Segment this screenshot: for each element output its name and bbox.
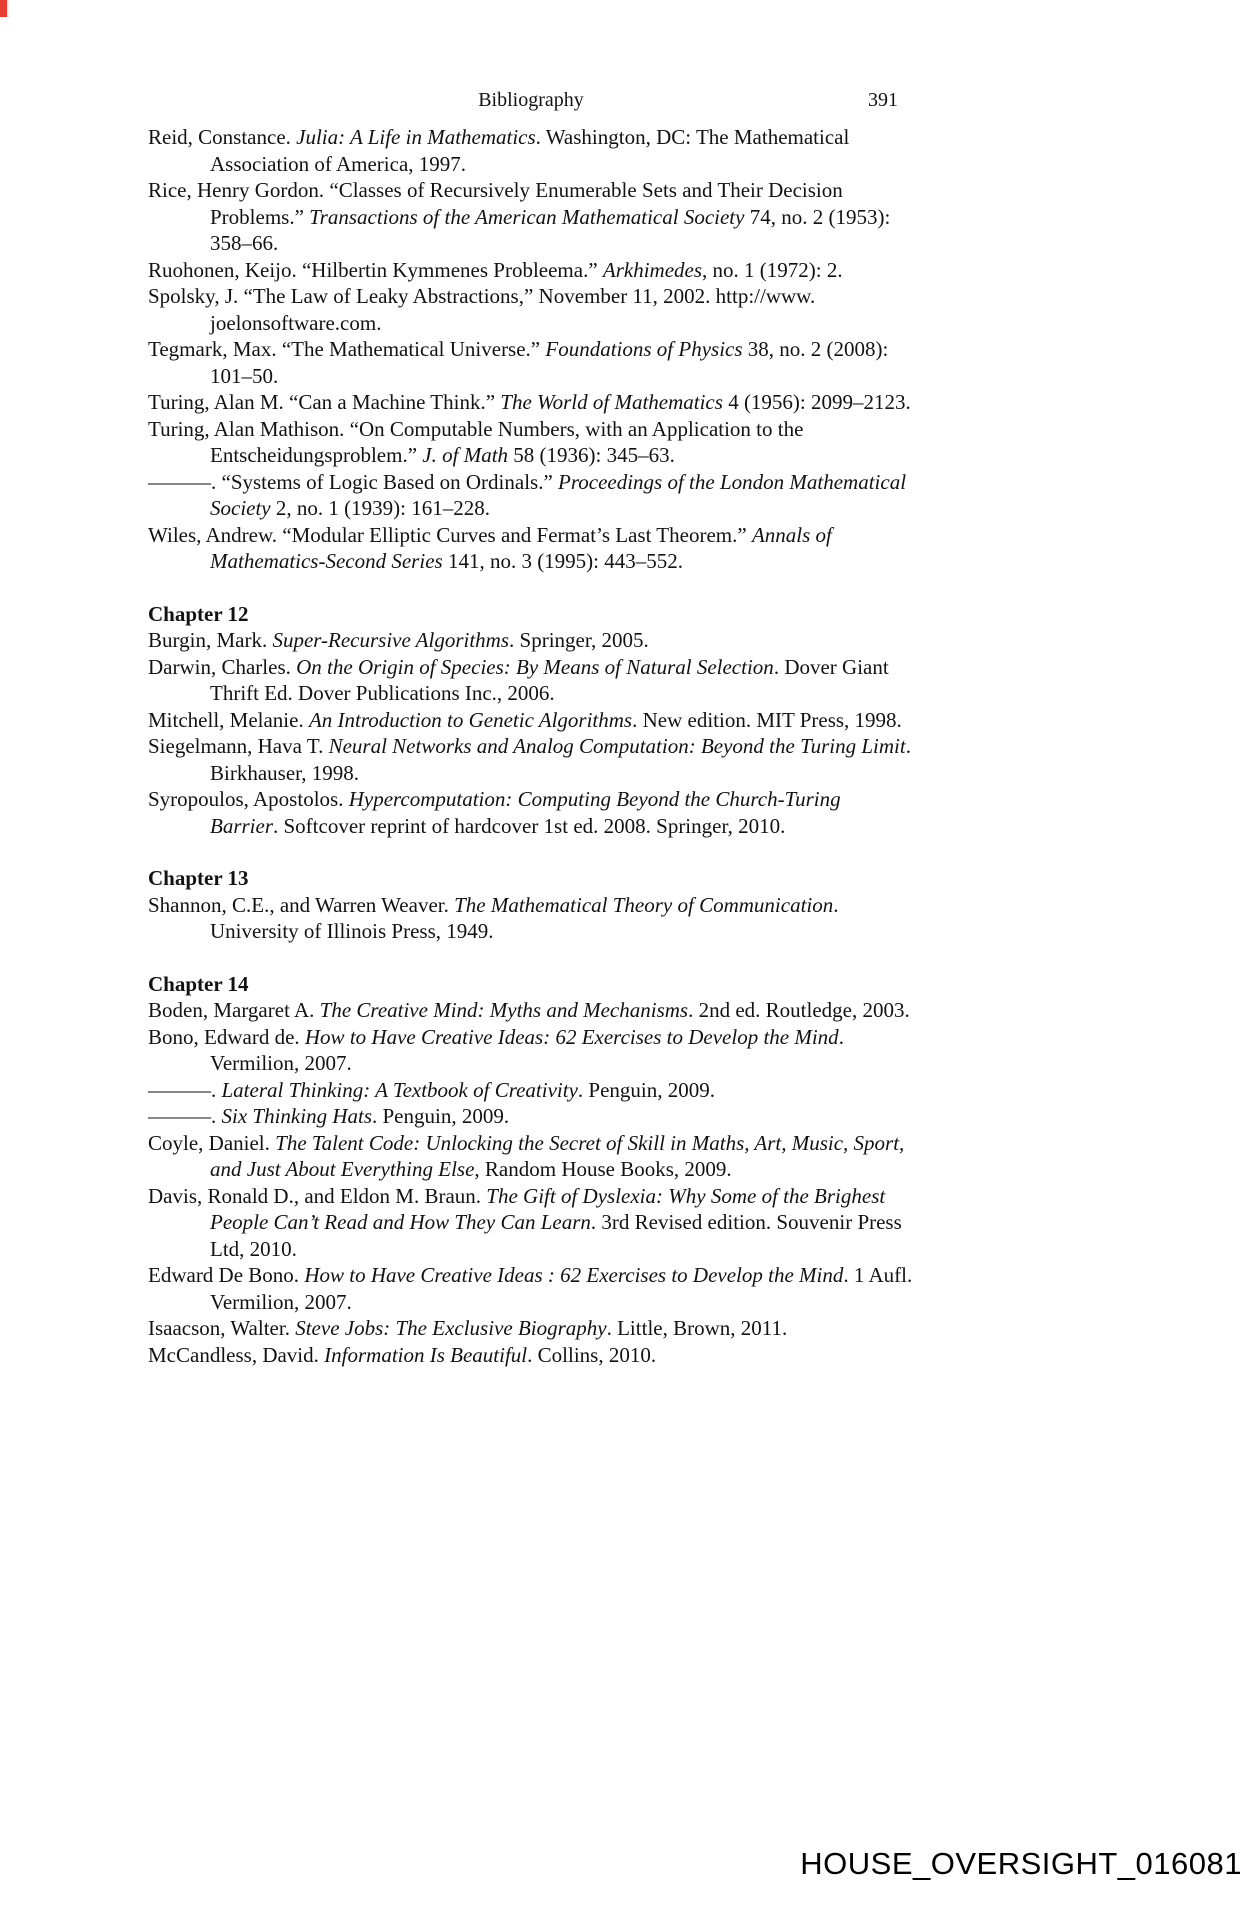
- entry-text: Spolsky, J. “The Law of Leaky Abstractions,” November 11, 2002. http://www.: [148, 284, 816, 308]
- bibliography-entry: [148, 469, 914, 522]
- bibliography-section: [148, 124, 914, 575]
- bibliography-entry: [148, 1024, 914, 1077]
- entry-text: Edward De Bono.: [148, 1263, 305, 1287]
- work-title-italic: Julia: A Life in Mathematics: [296, 125, 536, 149]
- bibliography-entry: [148, 1130, 914, 1183]
- work-title-italic: Lateral Thinking: A Textbook of Creativity: [221, 1077, 578, 1102]
- entry-text: , Random House Books, 2009.: [474, 1157, 732, 1181]
- entry-text: Burgin, Mark.: [148, 628, 273, 652]
- entry-text: . Dover Giant Thrift Ed. Dover Publications Inc., 2006.: [210, 654, 889, 705]
- entry-text: . University of Illinois Press, 1949.: [210, 892, 839, 943]
- entry-text: Isaacson, Walter.: [148, 1316, 296, 1340]
- entry-text: Siegelmann, Hava T.: [148, 734, 329, 758]
- work-title-italic: The Gift of Dyslexia: Why Some of the Brighest People Can’t Read and How They Can Learn: [210, 1183, 886, 1234]
- scan-artifact-mark: [0, 0, 7, 17]
- entry-text: . Collins, 2010.: [527, 1342, 657, 1367]
- work-title-italic: J. of Math: [422, 443, 509, 467]
- entry-text: . New edition. MIT Press, 1998.: [632, 707, 902, 732]
- work-title-italic: Foundations of Physics: [545, 337, 743, 361]
- bibliography-entry: [148, 997, 914, 1024]
- running-head-title: Bibliography: [478, 89, 584, 111]
- entry-text: 74, no. 2 (1953): 358–66.: [210, 204, 891, 255]
- entry-text: . Penguin, 2009.: [577, 1077, 715, 1102]
- entry-text: Bono, Edward de.: [148, 1024, 305, 1049]
- entry-text: ———.: [148, 1104, 222, 1128]
- entry-text: 58 (1936): 345–63.: [508, 443, 675, 467]
- work-title-italic: Information Is Beautiful: [324, 1342, 528, 1367]
- bates-stamp: HOUSE_OVERSIGHT_016081: [800, 1846, 1242, 1881]
- bibliography-entry: [148, 1183, 914, 1263]
- work-title-italic: An Introduction to Genetic Algorithms: [308, 707, 633, 732]
- entry-text: . Springer, 2005.: [509, 628, 649, 652]
- bibliography-entry: [148, 627, 914, 654]
- entry-text: Mitchell, Melanie.: [148, 707, 309, 732]
- page-content: [148, 88, 914, 1368]
- work-title-italic: On the Origin of Species: By Means of Natural Selection: [296, 654, 774, 679]
- bibliography-entry: [148, 707, 914, 734]
- work-title-italic: Proceedings of the London Mathematical Society: [210, 469, 907, 520]
- entry-text: Turing, Alan Mathison. “On Computable Numbers, with an Application to the Entscheidungsproblem.”: [148, 416, 804, 467]
- work-title-italic: Arkhimedes: [602, 257, 703, 282]
- work-title-italic: How to Have Creative Ideas: 62 Exercises to Develop the Mind: [304, 1024, 839, 1049]
- bibliography-section: [148, 601, 914, 840]
- bibliography-section: [148, 971, 914, 1369]
- entry-text: McCandless, David.: [148, 1342, 325, 1367]
- entry-text: Coyle, Daniel.: [148, 1130, 276, 1155]
- entry-text: ———.: [148, 1077, 222, 1102]
- entry-text: . Birkhauser, 1998.: [210, 734, 911, 785]
- entry-text: Davis, Ronald D., and Eldon M. Braun.: [148, 1183, 487, 1208]
- entry-text: Syropoulos, Apostolos.: [148, 787, 349, 811]
- chapter-heading: Chapter 12: [148, 601, 249, 626]
- bibliography-entry: [148, 654, 914, 707]
- work-title-italic: How to Have Creative Ideas : 62 Exercises to Develop the Mind: [304, 1263, 844, 1287]
- entry-text: , no. 1 (1972): 2.: [702, 257, 843, 282]
- entry-text: Rice, Henry Gordon. “Classes of Recursively Enumerable Sets and Their Decision Problems.”: [148, 178, 843, 229]
- entry-text: 4 (1956): 2099–2123.: [722, 390, 911, 414]
- bibliography-entry: [148, 257, 914, 284]
- bibliography-entry: [148, 892, 914, 945]
- bibliography-entry: [148, 389, 914, 416]
- entry-text: Shannon, C.E., and Warren Weaver.: [148, 892, 455, 917]
- work-title-italic: The World of Mathematics: [500, 390, 723, 414]
- bibliography-entry: [148, 1103, 914, 1130]
- bibliography-entry: [148, 1342, 914, 1369]
- page-header: [148, 88, 914, 112]
- chapter-heading: Chapter 14: [148, 971, 249, 996]
- work-title-italic: Hypercomputation: Computing Beyond the Church-Turing Barrier: [210, 787, 841, 838]
- chapter-heading: Chapter 13: [148, 866, 249, 890]
- bibliography-section: [148, 865, 914, 945]
- work-title-italic: Steve Jobs: The Exclusive Biography: [295, 1316, 607, 1340]
- entry-text: ———. “Systems of Logic Based on Ordinals.”: [148, 469, 559, 494]
- bibliography-entry: [148, 1315, 914, 1342]
- bibliography-entry: [148, 522, 914, 575]
- entry-text: Turing, Alan M. “Can a Machine Think.”: [148, 390, 501, 414]
- work-title-italic: Neural Networks and Analog Computation: Beyond the Turing Limit: [328, 734, 906, 758]
- bibliography-entry: [148, 124, 914, 177]
- entry-text: . Little, Brown, 2011.: [606, 1316, 788, 1340]
- entry-text: 2, no. 1 (1939): 161–228.: [270, 496, 490, 520]
- entry-text: Darwin, Charles.: [148, 654, 297, 679]
- work-title-italic: The Mathematical Theory of Communication: [454, 892, 834, 917]
- entry-text: Reid, Constance.: [148, 125, 297, 149]
- entry-text: . 2nd ed. Routledge, 2003.: [688, 998, 910, 1022]
- bibliography-entry: [148, 733, 914, 786]
- entry-text: 38, no. 2 (2008): 101–50.: [210, 337, 889, 388]
- entry-text: Tegmark, Max. “The Mathematical Universe.”: [148, 337, 546, 361]
- entry-text: 141, no. 3 (1995): 443–552.: [442, 549, 684, 573]
- entry-text: Boden, Margaret A.: [148, 998, 320, 1022]
- entry-text: . Washington, DC: The Mathematical Association of America, 1997.: [210, 125, 850, 176]
- bibliography-entry: [148, 1077, 914, 1104]
- entry-text: . Vermilion, 2007.: [210, 1024, 844, 1075]
- work-title-italic: Six Thinking Hats: [221, 1104, 372, 1128]
- bibliography: [148, 124, 914, 1368]
- entry-text: . 3rd Revised edition. Souvenir Press Ltd, 2010.: [210, 1210, 902, 1261]
- bibliography-entry: [148, 1262, 914, 1315]
- entry-text: Wiles, Andrew. “Modular Elliptic Curves and Fermat’s Last Theorem.”: [148, 522, 752, 547]
- bibliography-entry: [148, 177, 914, 257]
- entry-text: . Softcover reprint of hardcover 1st ed. 2008. Springer, 2010.: [273, 813, 786, 838]
- entry-text: . 1 Aufl. Vermilion, 2007.: [210, 1263, 913, 1314]
- entry-text: joelonsoftware.com.: [210, 310, 382, 335]
- entry-text: Ruohonen, Keijo. “Hilbertin Kymmenes Probleema.”: [148, 257, 603, 282]
- work-title-italic: The Creative Mind: Myths and Mechanisms: [319, 998, 689, 1022]
- work-title-italic: Annals of Mathematics-Second Series: [210, 522, 832, 573]
- work-title-italic: Super-Recursive Algorithms: [272, 628, 510, 652]
- bibliography-entry: [148, 416, 914, 469]
- work-title-italic: Transactions of the American Mathematical Society: [309, 204, 745, 229]
- bibliography-entry: [148, 336, 914, 389]
- bibliography-entry: [148, 786, 914, 839]
- bibliography-entry: [148, 283, 914, 336]
- page-number: 391: [868, 89, 898, 111]
- work-title-italic: The Talent Code: Unlocking the Secret of Skill in Maths, Art, Music, Sport, and Just About Everything Else: [210, 1130, 905, 1181]
- entry-text: . Penguin, 2009.: [372, 1104, 510, 1128]
